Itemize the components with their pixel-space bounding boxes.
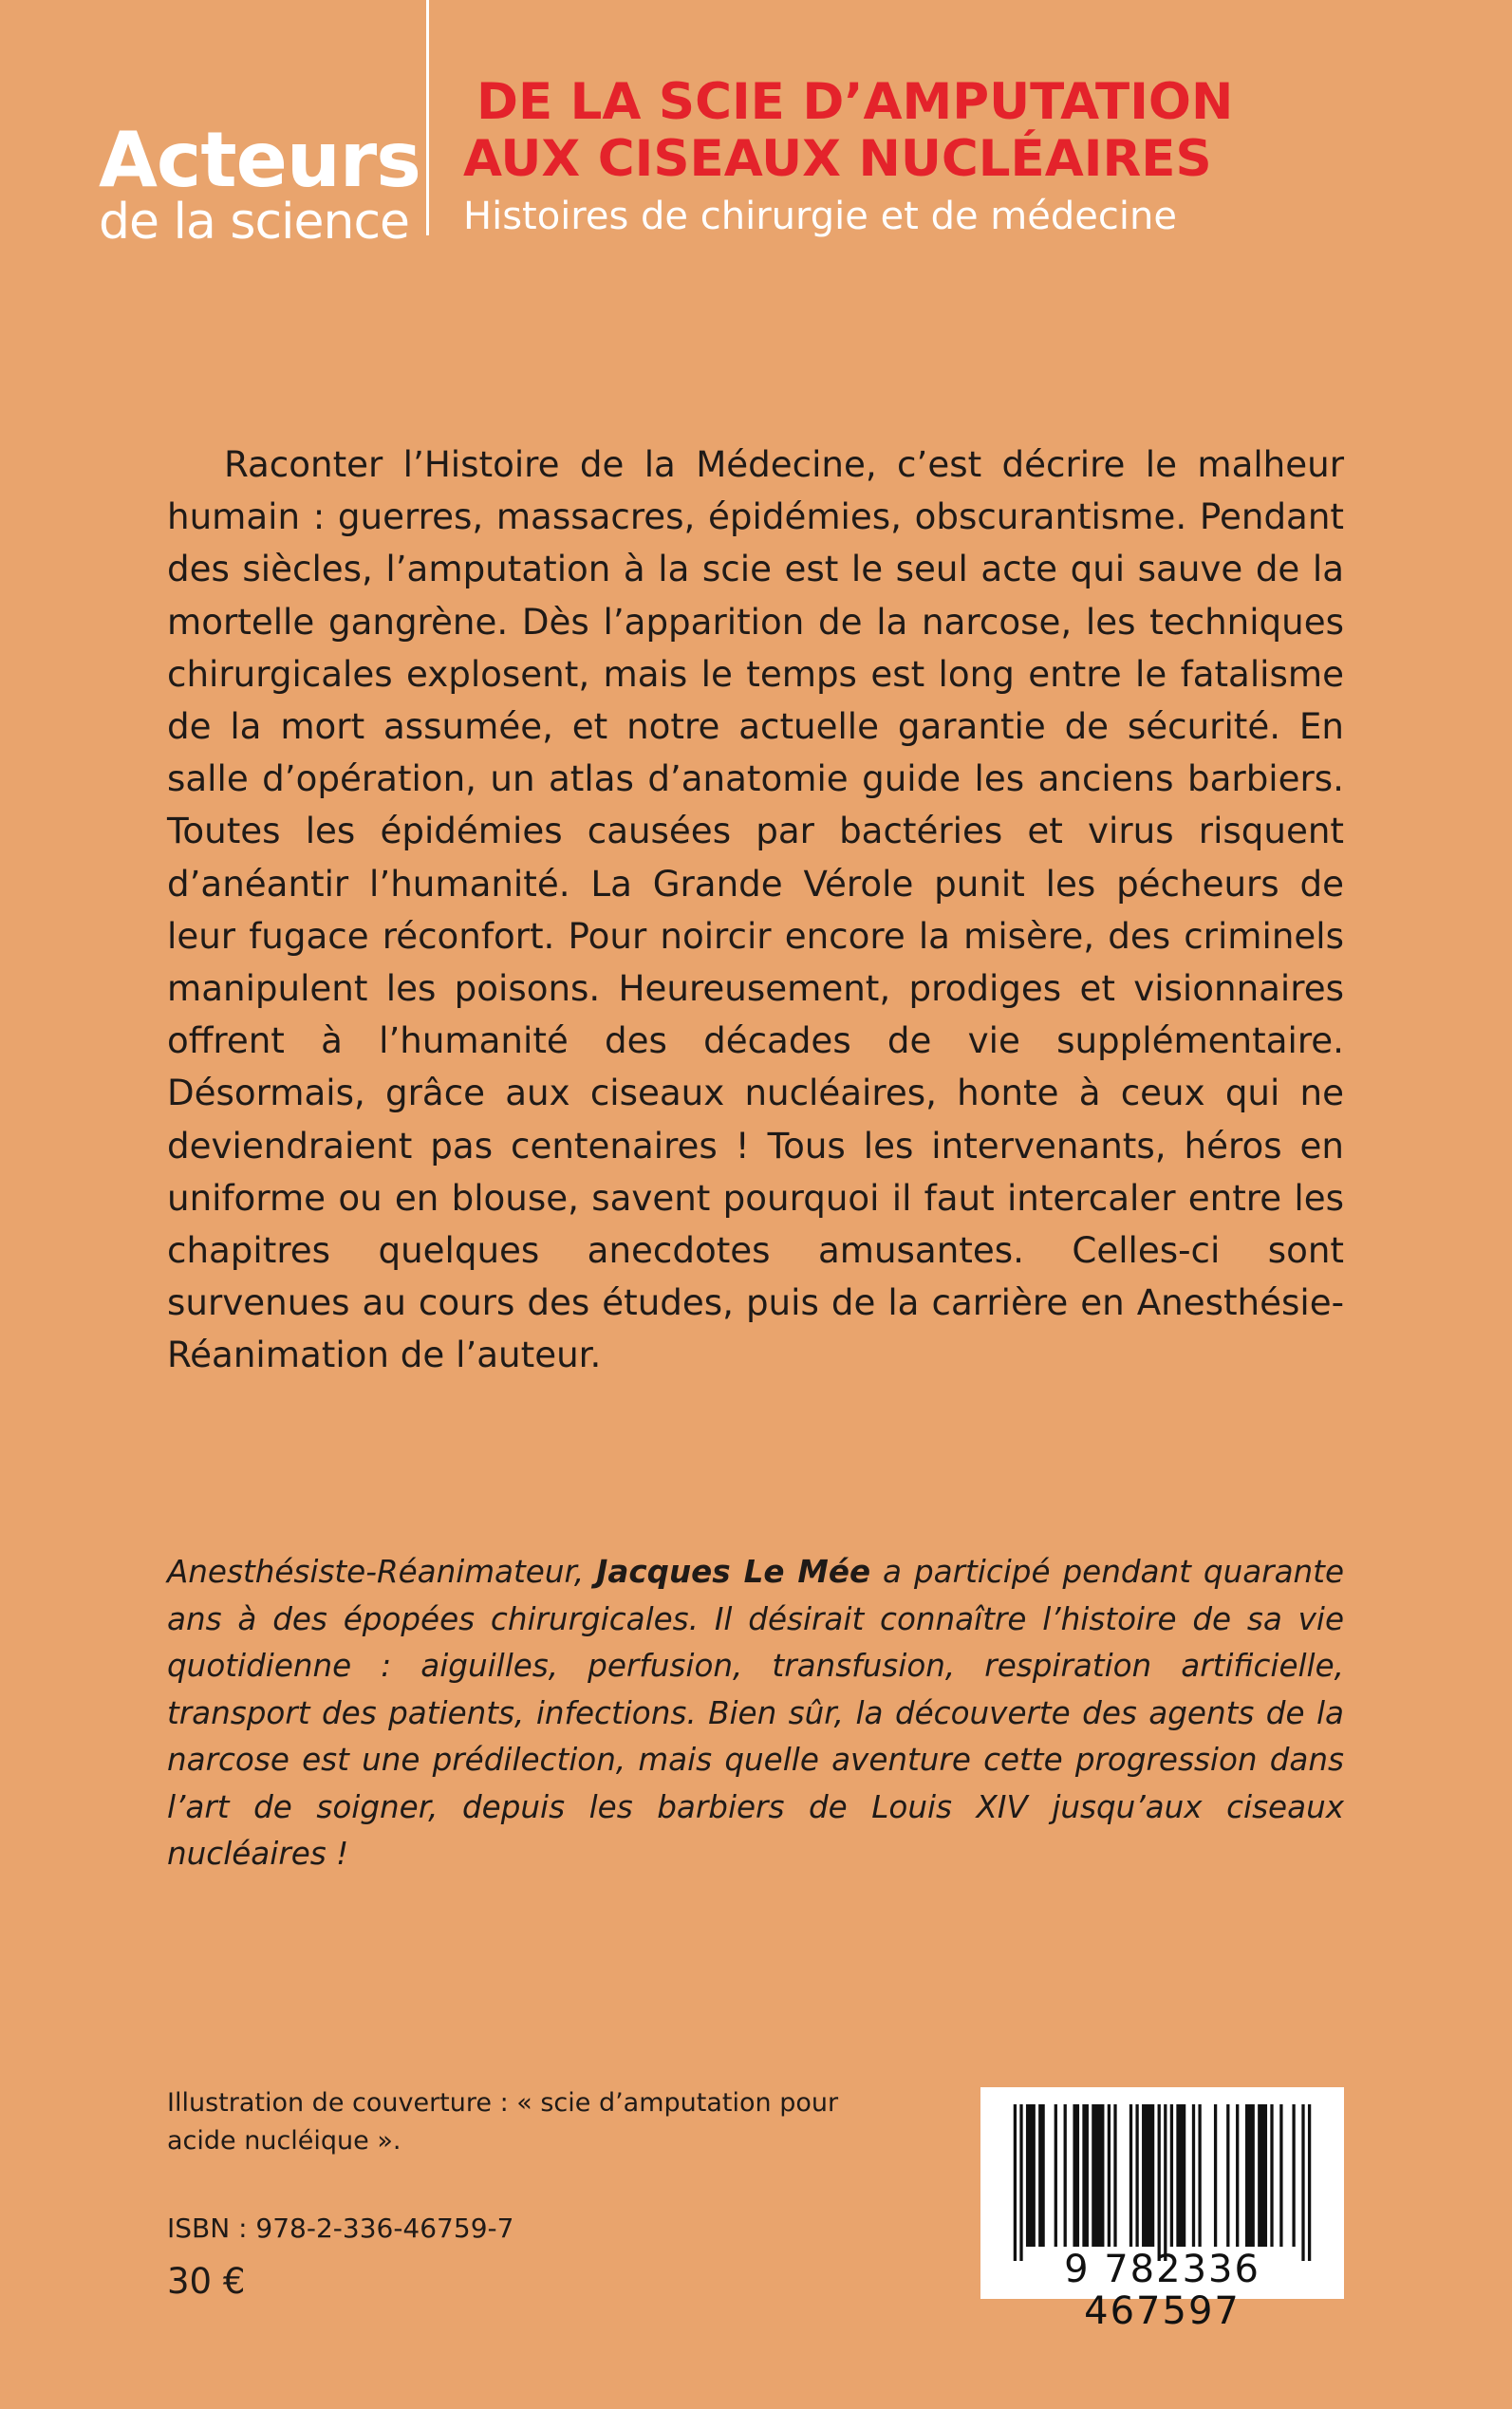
book-title-line-1: DE LA SCIE D’AMPUTATION (476, 73, 1234, 131)
barcode (980, 2087, 1344, 2333)
barcode-bar (1198, 2104, 1201, 2247)
barcode-bar (1292, 2104, 1295, 2247)
barcode-bar (1164, 2104, 1167, 2261)
cover-illustration-credit: Illustration de couverture : « scie d’amputation pour acide nucléique ». (167, 2088, 839, 2156)
series-name-small: de la science (99, 194, 410, 251)
author-bio (167, 1549, 1344, 1878)
barcode-bar (1279, 2104, 1282, 2247)
barcode-bar (1108, 2104, 1111, 2247)
barcode-bar (1245, 2104, 1255, 2247)
barcode-bar (1135, 2104, 1138, 2247)
barcode-bar (1142, 2104, 1154, 2247)
book-subtitle: Histoires de chirurgie et de médecine (463, 195, 1177, 238)
barcode-digits: 9 782336 467597 (1064, 2248, 1260, 2333)
barcode-bar (1258, 2104, 1267, 2247)
barcode-bar (1073, 2104, 1079, 2247)
barcode-bar (1270, 2104, 1273, 2247)
price-text: 30 € (167, 2261, 246, 2302)
barcode-bar (1214, 2104, 1217, 2247)
series-name-big: Acteurs (99, 116, 420, 204)
barcode-bar (1092, 2104, 1104, 2247)
barcode-bar (1038, 2104, 1045, 2247)
barcode-bar (1113, 2104, 1116, 2247)
barcode-bar (1308, 2104, 1311, 2261)
author-name: Jacques Le Mée (596, 1554, 871, 1590)
isbn-text: ISBN : 978-2-336-46759-7 (167, 2213, 514, 2244)
book-title-line-2: AUX CISEAUX NUCLÉAIRES (463, 130, 1212, 188)
barcode-bar (1192, 2104, 1195, 2247)
header-divider (426, 0, 429, 235)
barcode-bar (1236, 2104, 1239, 2247)
barcode-bar (1226, 2104, 1229, 2247)
barcode-bar (1014, 2104, 1017, 2261)
author-bio-intro: Anesthésiste-Réanimateur, (167, 1554, 597, 1590)
barcode-bar (1064, 2104, 1067, 2247)
barcode-bar (1019, 2104, 1022, 2261)
barcode-bar (1055, 2104, 1057, 2247)
barcode-bar (1176, 2104, 1185, 2247)
series-logo (99, 116, 420, 251)
title-block (463, 74, 1469, 241)
barcode-bar (1301, 2104, 1304, 2261)
barcode-bar (1170, 2104, 1173, 2247)
barcode-bar (1158, 2104, 1161, 2261)
author-bio-text: a participé pendant quarante ans à des épopées chirurgicales. Il désirait connaître l’histoire de sa vie quotidienne : aiguilles, perfusion, transfusion, respiration artificielle, transport des patients, infections. Bien sûr, la découverte des agents de la narcose est une prédilection, mais quelle aventure cette progression dans l’art de soigner, depuis les barbiers de Louis XIV jusqu’aux ciseaux nucléaires ! (167, 1554, 1345, 1872)
barcode-bar (1026, 2104, 1036, 2247)
book-blurb: Raconter l’Histoire de la Médecine, c’est décrire le malheur humain : guerres, massacres, épidémies, obscurantisme. Pendant des siècles, l’amputation à la scie est le seul acte qui sauve de la mortelle gangrène. Dès l’apparition de la narcose, les techniques chirurgicales explosent, mais le temps est long entre le fatalisme de la mort assumée, et notre actuelle garantie de sécurité. En salle d’opération, un atlas d’anatomie guide les anciens barbiers. Toutes les épidémies causées par bactéries et virus risquent d’anéantir l’humanité. La Grande Vérole punit les pécheurs de leur fugace réconfort. Pour noircir encore la misère, des criminels manipulent les poisons. Heureusement, prodiges et visionnaires offrent à l’humanité des décades de vie supplémentaire. Désormais, grâce aux ciseaux nucléaires, honte à ceux qui ne deviendraient pas centenaires ! Tous les intervenants, héros en uniforme ou en blouse, savent pourquoi il faut intercaler entre les chapitres quelques anecdotes amusantes. Celles-ci sont survenues au cours des études, puis de la carrière en Anesthésie-Réanimation de l’auteur. (167, 443, 1344, 1376)
barcode-bar (1082, 2104, 1089, 2247)
barcode-bar (1129, 2104, 1132, 2247)
